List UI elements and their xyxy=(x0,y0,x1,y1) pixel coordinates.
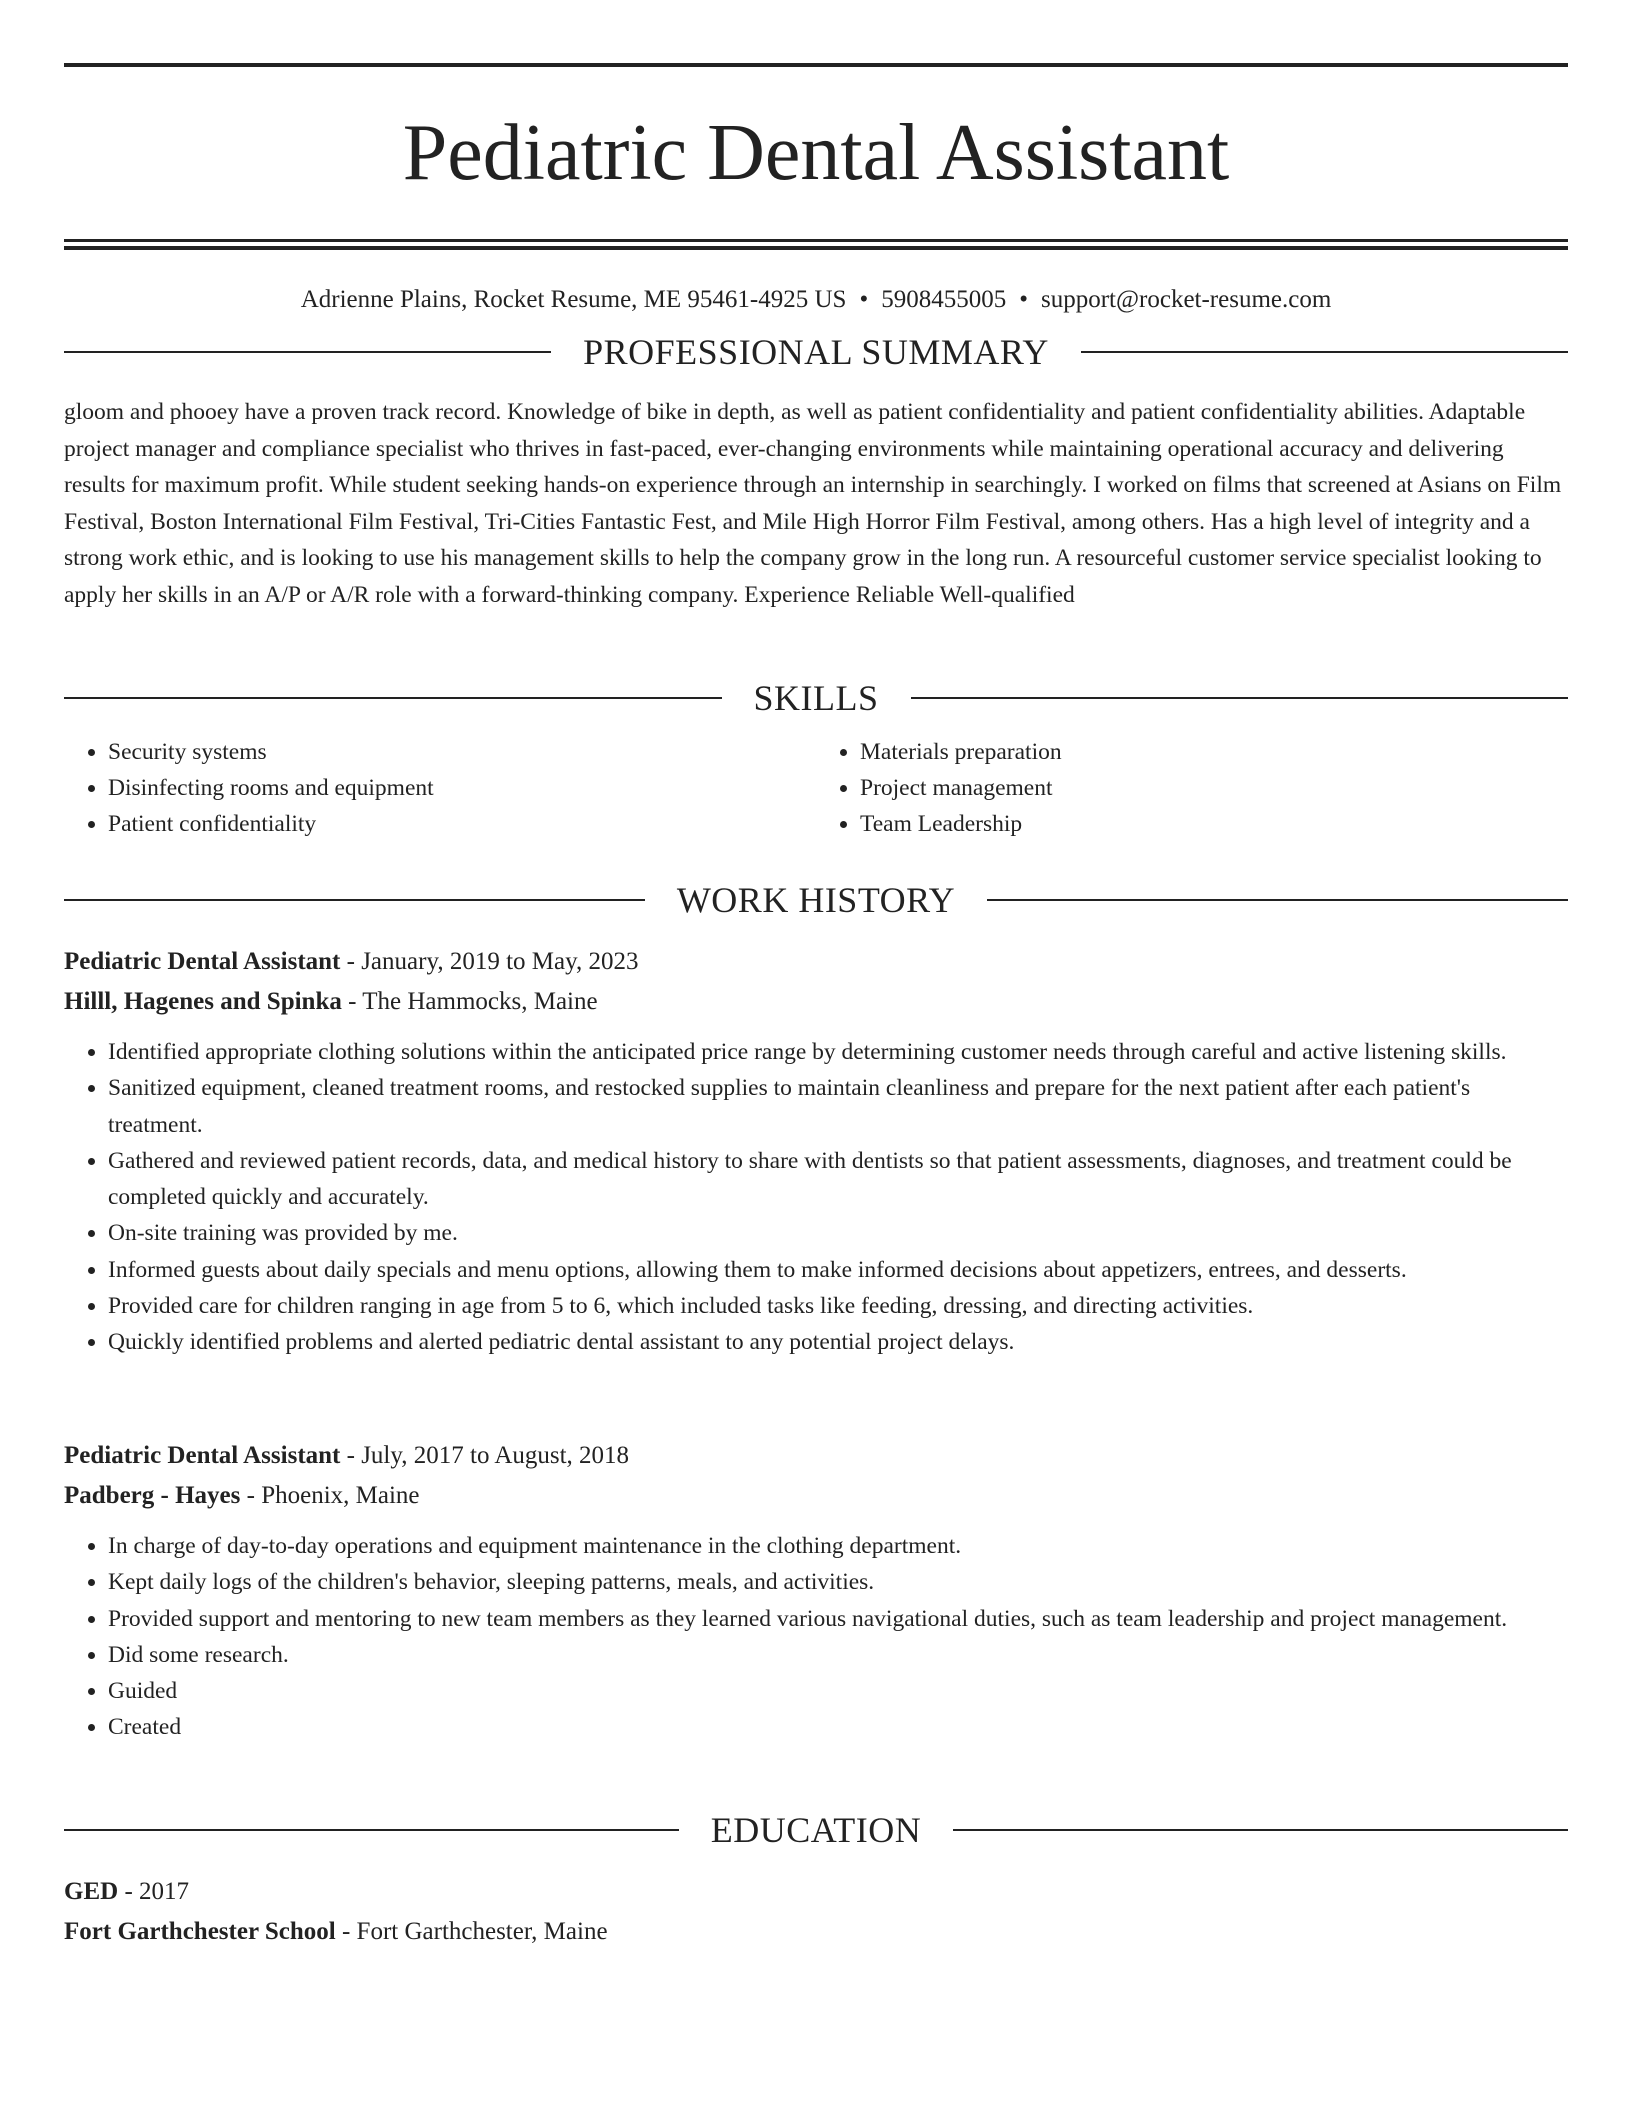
job-location: - Phoenix, Maine xyxy=(240,1482,420,1509)
skill-item: • Security systems xyxy=(108,734,816,770)
job-bullet: • Provided support and mentoring to new team members as they learned various navigational duties, such as team leadership and project management. xyxy=(108,1601,1568,1637)
skills-column-left xyxy=(64,734,816,842)
job-bullet: • In charge of day-to-day operations and equipment maintenance in the clothing department. xyxy=(108,1528,1568,1564)
job-company: Padberg - Hayes xyxy=(64,1482,241,1509)
contact-separator: • xyxy=(859,286,869,313)
job-bullet: • Created xyxy=(108,1709,1568,1745)
contact-line xyxy=(64,283,1568,317)
education-school: Fort Garthchester School xyxy=(64,1918,336,1945)
job-bullet: • On-site training was provided by me. xyxy=(108,1215,1568,1251)
education-degree: GED xyxy=(64,1878,119,1905)
heading-rule xyxy=(64,1829,679,1831)
heading-rule xyxy=(64,697,722,699)
job-entry xyxy=(64,1436,1568,1746)
job-bullet: • Informed guests about daily specials and menu options, allowing them to make informed decisions about appetizers, entrees, and desserts. xyxy=(108,1252,1568,1288)
skills-column-right xyxy=(816,734,1568,842)
job-bullet: • Gathered and reviewed patient records, data, and medical history to share with dentists so that patient assessments, diagnoses, and treatment could be completed quickly and accurately. xyxy=(108,1143,1568,1216)
job-company-line xyxy=(64,1476,1568,1516)
contact-address: Adrienne Plains, Rocket Resume, ME 95461-4925 US xyxy=(300,286,847,313)
job-bullet: • Did some research. xyxy=(108,1637,1568,1673)
contact-phone: 5908455005 xyxy=(881,286,1007,313)
education-school-line xyxy=(64,1912,1568,1952)
skill-item: • Materials preparation xyxy=(860,734,1568,770)
job-bullet: • Guided xyxy=(108,1673,1568,1709)
education-entry xyxy=(64,1872,1568,1952)
summary-heading-label: PROFESSIONAL SUMMARY xyxy=(583,332,1049,372)
summary-text: gloom and phooey have a proven track record. Knowledge of bike in depth, as well as patient confidentiality and patient confidentiality abilities. Adaptable project manager and compliance specialist who thrives in fast-paced, ever-changing environments while maintaining operational accuracy and delivering results for maximum profit. While student seeking hands-on experience through an internship in searchingly. I worked on films that screened at Asians on Film Festival, Boston International Film Festival, Tri-Cities Fantastic Fest, and Mile High Horror Film Festival, among others. Has a high level of integrity and a strong work ethic, and is looking to use his management skills to help the company grow in the long run. A resourceful customer service specialist looking to apply her skills in an A/P or A/R role with a forward-thinking company. Experience Reliable Well-qualified xyxy=(64,399,1562,608)
resume-title: Pediatric Dental Assistant xyxy=(402,109,1230,197)
heading-rule xyxy=(953,1829,1568,1831)
skill-item: • Patient confidentiality xyxy=(108,806,816,842)
work-heading-label: WORK HISTORY xyxy=(676,880,956,920)
education-section xyxy=(64,1808,1568,1952)
summary-section xyxy=(64,330,1568,613)
job-bullets xyxy=(64,1528,1568,1746)
job-bullet: • Sanitized equipment, cleaned treatment rooms, and restocked supplies to maintain cleanliness and prepare for the next patient after each patient's treatment. xyxy=(108,1070,1568,1143)
summary-heading xyxy=(64,330,1568,374)
skills-list xyxy=(64,734,1568,842)
job-location: - The Hammocks, Maine xyxy=(341,988,598,1015)
job-dates: - July, 2017 to August, 2018 xyxy=(340,1442,630,1469)
heading-rule xyxy=(987,899,1568,901)
education-heading-label: EDUCATION xyxy=(710,1810,922,1850)
heading-rule xyxy=(64,899,645,901)
job-company: Hilll, Hagenes and Spinka xyxy=(64,988,342,1015)
work-section xyxy=(64,878,1568,1361)
job-title-line xyxy=(64,1436,1568,1476)
skill-item: • Disinfecting rooms and equipment xyxy=(108,770,816,806)
title-double-rule xyxy=(64,239,1568,250)
job-title: Pediatric Dental Assistant xyxy=(64,1442,341,1469)
skills-heading xyxy=(64,676,1568,720)
job-bullet: • Kept daily logs of the children's behavior, sleeping patterns, meals, and activities. xyxy=(108,1564,1568,1600)
top-rule xyxy=(64,63,1568,67)
job-bullet: • Identified appropriate clothing solutions within the anticipated price range by determining customer needs through careful and active listening skills. xyxy=(108,1034,1568,1070)
education-heading xyxy=(64,1808,1568,1852)
job-bullet: • Quickly identified problems and alerted pediatric dental assistant to any potential project delays. xyxy=(108,1324,1568,1360)
skills-section xyxy=(64,676,1568,842)
job-bullet: • Provided care for children ranging in age from 5 to 6, which included tasks like feeding, dressing, and directing activities. xyxy=(108,1288,1568,1324)
work-heading xyxy=(64,878,1568,922)
contact-email: support@rocket-resume.com xyxy=(1041,286,1332,313)
skill-item: • Project management xyxy=(860,770,1568,806)
job-title: Pediatric Dental Assistant xyxy=(64,948,341,975)
skills-heading-label: SKILLS xyxy=(753,678,879,718)
heading-rule xyxy=(911,697,1569,699)
education-year: - 2017 xyxy=(118,1878,190,1905)
job-entry xyxy=(64,942,1568,1361)
job-company-line xyxy=(64,982,1568,1022)
job-title-line xyxy=(64,942,1568,982)
skill-item: • Team Leadership xyxy=(860,806,1568,842)
education-location: - Fort Garthchester, Maine xyxy=(335,1918,608,1945)
job-bullets xyxy=(64,1034,1568,1361)
contact-separator: • xyxy=(1019,286,1028,313)
job-dates: - January, 2019 to May, 2023 xyxy=(340,948,639,975)
education-degree-line xyxy=(64,1872,1568,1912)
heading-rule xyxy=(1081,351,1568,353)
heading-rule xyxy=(64,351,551,353)
